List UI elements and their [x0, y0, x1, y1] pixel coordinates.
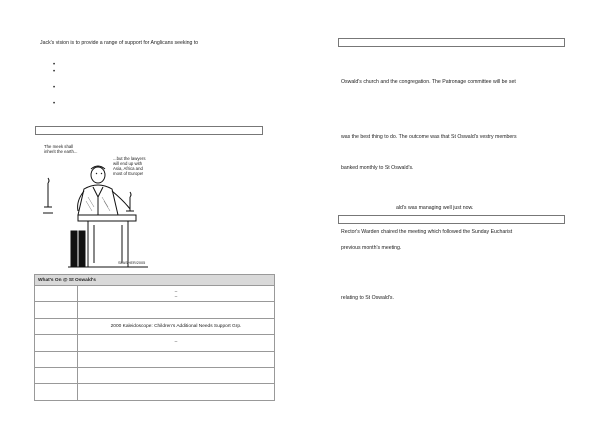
table-cell-event: [78, 351, 275, 367]
cartoon-signature: SLASHER/2005: [118, 261, 146, 265]
table-row: [35, 351, 275, 367]
right-text-line-6: previous month's meeting.: [341, 245, 402, 251]
bullet-3: •: [53, 85, 56, 91]
right-text-line-7: relating to St Oswald's.: [341, 295, 394, 301]
right-text-line-2: was the best thing to do. The outcome was that St Oswald's vestry members: [341, 134, 517, 140]
table-cell-date: [35, 351, 78, 367]
table-cell-event-text: – –: [174, 288, 178, 299]
table-row: [35, 286, 275, 302]
table-cell-event: [78, 384, 275, 400]
table-cell-date: [35, 367, 78, 383]
table-cell-event: [78, 367, 275, 383]
bullet-4: •: [53, 101, 56, 107]
table-cell-date: [35, 302, 78, 318]
right-text-line-5: Rector's Warden chaired the meeting which followed the Sunday Eucharist: [341, 229, 513, 235]
table-cell-event: [78, 286, 275, 302]
table-cell-date: [35, 286, 78, 302]
right-text-line-3: banked monthly to St Oswald's.: [341, 165, 414, 171]
bullet-2: •: [53, 69, 56, 75]
speech-left: The meek shall inherit the earth...: [44, 144, 78, 154]
table-cell-date: [35, 335, 78, 351]
whats-on-heading: What's On @ St Oswald's: [35, 275, 275, 286]
whats-on-header-row: [35, 275, 275, 286]
intro-text: Jack's vision is to provide a range of support for Anglicans seeking to: [40, 40, 199, 46]
table-row: [35, 384, 275, 400]
right-heading-box-top: [338, 38, 565, 47]
lawyer-cartoon: [38, 141, 160, 269]
left-heading-box: [35, 126, 263, 135]
table-cell-date: [35, 318, 78, 334]
table-row: [35, 302, 275, 318]
table-cell-event: [78, 302, 275, 318]
table-row: [35, 318, 275, 334]
table-cell-event: 2000 Kaleidoscope: Children's Additional Needs Support Grp.: [78, 318, 275, 334]
right-heading-box-mid: [338, 215, 565, 224]
table-cell-date: [35, 384, 78, 400]
table-row: [35, 367, 275, 383]
table-row: [35, 335, 275, 351]
speech-right: ...but the lawyers will end up with Asia, Africa and most of Europe!: [113, 156, 146, 176]
right-text-line-4: ald's was managing well just now.: [396, 205, 474, 211]
whats-on-table: [34, 274, 275, 401]
bullet-1: •: [53, 62, 56, 68]
table-cell-event: –: [78, 335, 275, 351]
right-text-line-1: Oswald's church and the congregation. The Patronage committee will be set: [341, 79, 516, 85]
